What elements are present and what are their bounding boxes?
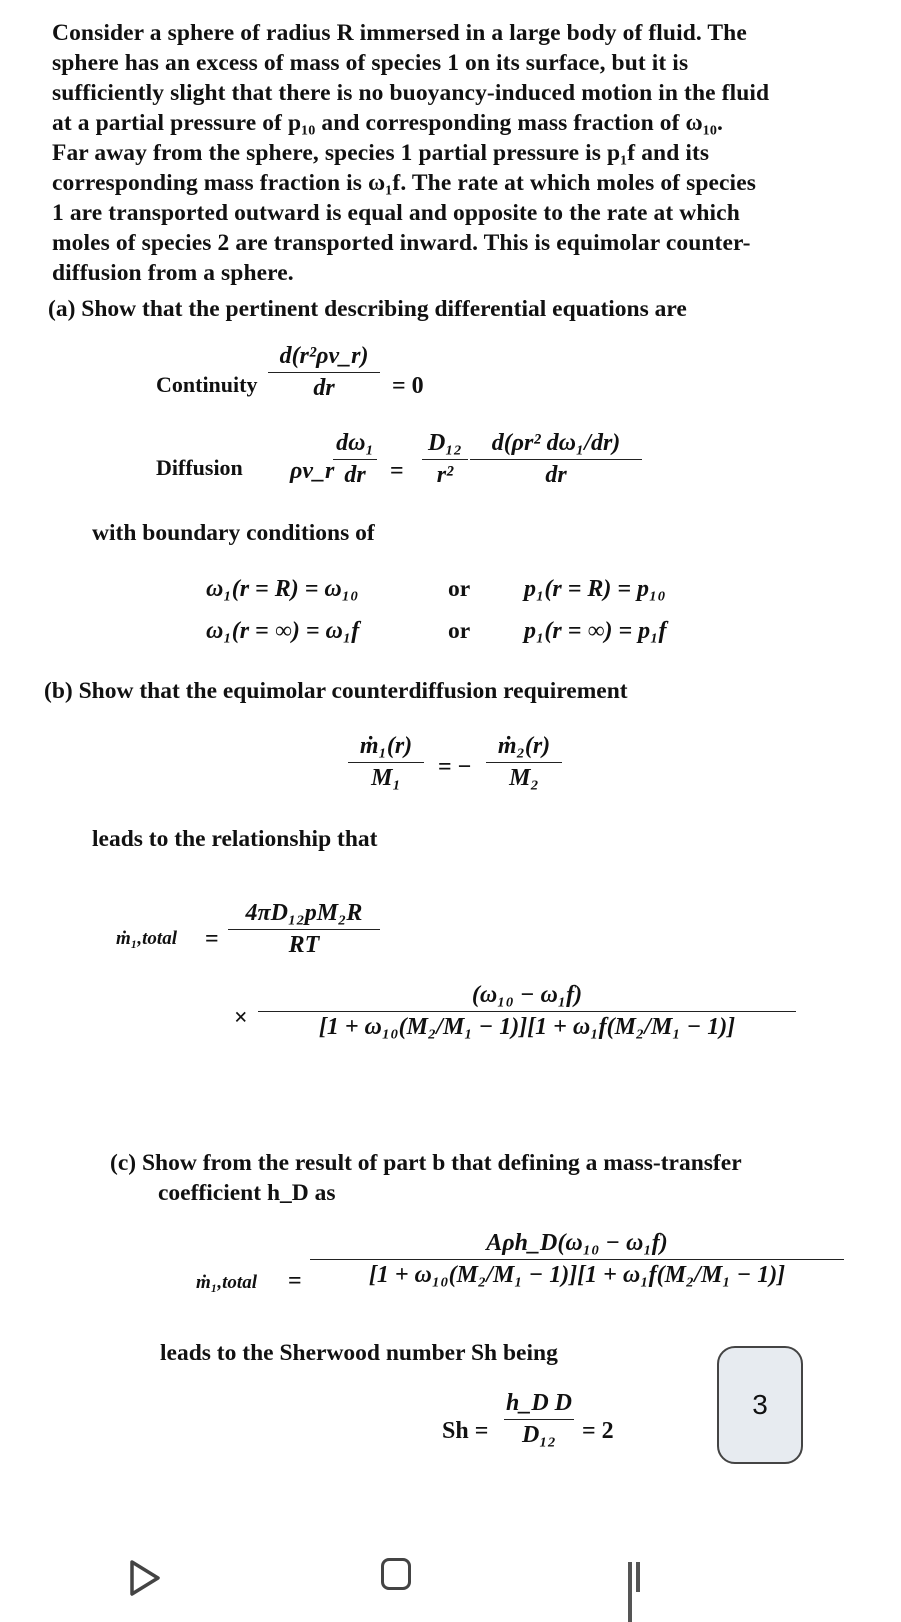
intro-line: at a partial pressure of p₁₀ and corresponding mass fraction of ω₁₀.: [52, 110, 724, 136]
intro-line: 1 are transported outward is equal and opposite to the rate at which: [52, 200, 740, 226]
fraction-bar: [422, 459, 468, 460]
home-icon[interactable]: [381, 1558, 411, 1590]
diffusion-rhs-fraction: [470, 430, 642, 489]
diffusion-lhs-denominator: dr: [344, 462, 366, 488]
fraction-bar: [310, 1259, 844, 1260]
bc1-or: or: [448, 576, 471, 602]
m1-total: ṁ₁,total: [116, 928, 177, 949]
fraction-bar: [348, 762, 424, 763]
diffusion-equals: =: [390, 458, 404, 484]
fraction-bar: [470, 459, 642, 460]
intro-line: Consider a sphere of radius R immersed in a large body of fluid. The: [52, 20, 747, 46]
equimolar-lhs-fraction: [348, 733, 424, 792]
sherwood-numerator: h_D D: [505, 1390, 572, 1416]
part-c-text-line1: (c) Show from the result of part b that defining a mass-transfer: [110, 1150, 742, 1176]
diffusion-coef-numerator: D₁₂: [427, 430, 463, 456]
fraction-bar: [333, 459, 377, 460]
diffusion-rhs-denominator: dr: [545, 462, 567, 488]
sherwood-denominator: D₁₂: [521, 1422, 557, 1448]
equimolar-equals: = −: [438, 754, 472, 780]
intro-line: moles of species 2 are transported inward. This is equimolar counter-: [52, 230, 751, 256]
total-rate-numerator: 4πD₁₂pM₂R: [245, 900, 363, 926]
concentration-numerator: (ω₁₀ − ω₁f): [471, 982, 583, 1008]
mass-transfer-fraction: [310, 1230, 844, 1289]
diffusion-coef-denominator: r²: [436, 462, 454, 488]
bc1-left: ω₁(r = R) = ω₁₀: [206, 576, 359, 602]
concentration-fraction: [258, 982, 796, 1041]
sherwood-label: Sh =: [442, 1418, 489, 1444]
equimolar-rhs-denominator: M₂: [509, 765, 539, 791]
diffusion-rhs-numerator: d(ρr² dω₁/dr): [491, 430, 621, 456]
part-c-text-line2: coefficient h_D as: [158, 1180, 336, 1206]
leads-to-text: leads to the relationship that: [92, 826, 378, 852]
sherwood-rhs: = 2: [582, 1418, 614, 1444]
m1-total-c: ṁ₁,total: [196, 1272, 257, 1293]
m1-total-equals: =: [205, 926, 219, 952]
equimolar-lhs-numerator: ṁ₁(r): [359, 733, 413, 759]
continuity-rhs: = 0: [392, 373, 424, 399]
intro-line: sufficiently slight that there is no buoyancy-induced motion in the fluid: [52, 80, 770, 106]
times-sign: ×: [234, 1005, 248, 1031]
fraction-bar: [268, 372, 380, 373]
sherwood-text: leads to the Sherwood number Sh being: [160, 1340, 558, 1366]
fraction-bar: [504, 1419, 574, 1420]
bc1-right: p₁(r = R) = p₁₀: [524, 576, 666, 602]
diffusion-label: Diffusion: [156, 455, 243, 480]
equimolar-rhs-numerator: ṁ₂(r): [497, 733, 551, 759]
bc2-or: or: [448, 618, 471, 644]
boundary-conditions-text: with boundary conditions of: [92, 520, 375, 546]
diffusion-lhs: ρv_r: [290, 458, 335, 484]
total-rate-denominator: RT: [288, 932, 320, 958]
equimolar-lhs-denominator: M₁: [371, 765, 401, 791]
page-number-button[interactable]: 3: [717, 1346, 803, 1464]
mass-transfer-numerator: Aρh_D(ω₁₀ − ω₁f): [486, 1230, 668, 1256]
sherwood-fraction: [504, 1390, 574, 1449]
fraction-bar: [486, 762, 562, 763]
back-icon[interactable]: [124, 1558, 164, 1598]
intro-line: diffusion from a sphere.: [52, 260, 294, 286]
intro-line: corresponding mass fraction is ω₁f. The rate at which moles of species: [52, 170, 756, 196]
part-b-text: (b) Show that the equimolar counterdiffusion requirement: [44, 678, 628, 704]
mass-transfer-denominator: [1 + ω₁₀(M₂/M₁ − 1)][1 + ω₁f(M₂/M₁ − 1)]: [368, 1262, 786, 1288]
bc2-right: p₁(r = ∞) = p₁f: [524, 618, 667, 644]
fraction-bar: [228, 929, 380, 930]
continuity-fraction: [268, 343, 380, 402]
m1-total-c-equals: =: [288, 1268, 302, 1294]
bc2-left: ω₁(r = ∞) = ω₁f: [206, 618, 360, 644]
diffusion-lhs-numerator: dω₁: [336, 430, 374, 456]
continuity-numerator: d(r²ρv_r): [279, 343, 369, 369]
intro-line: Far away from the sphere, species 1 partial pressure is p₁f and its: [52, 140, 710, 166]
diffusion-coef-fraction: [422, 430, 468, 489]
continuity-label: Continuity: [156, 372, 258, 397]
intro-line: sphere has an excess of mass of species 1 on its surface, but it is: [52, 50, 689, 76]
part-a-text: (a) Show that the pertinent describing differential equations are: [48, 296, 687, 322]
intro-paragraph: [52, 18, 852, 288]
continuity-denominator: dr: [313, 375, 335, 401]
concentration-denominator: [1 + ω₁₀(M₂/M₁ − 1)][1 + ω₁f(M₂/M₁ − 1)]: [318, 1014, 736, 1040]
equimolar-rhs-fraction: [486, 733, 562, 792]
fraction-bar: [258, 1011, 796, 1012]
recent-apps-icon[interactable]: [628, 1562, 648, 1622]
diffusion-lhs-fraction: [333, 430, 377, 489]
total-rate-fraction: [228, 900, 380, 959]
